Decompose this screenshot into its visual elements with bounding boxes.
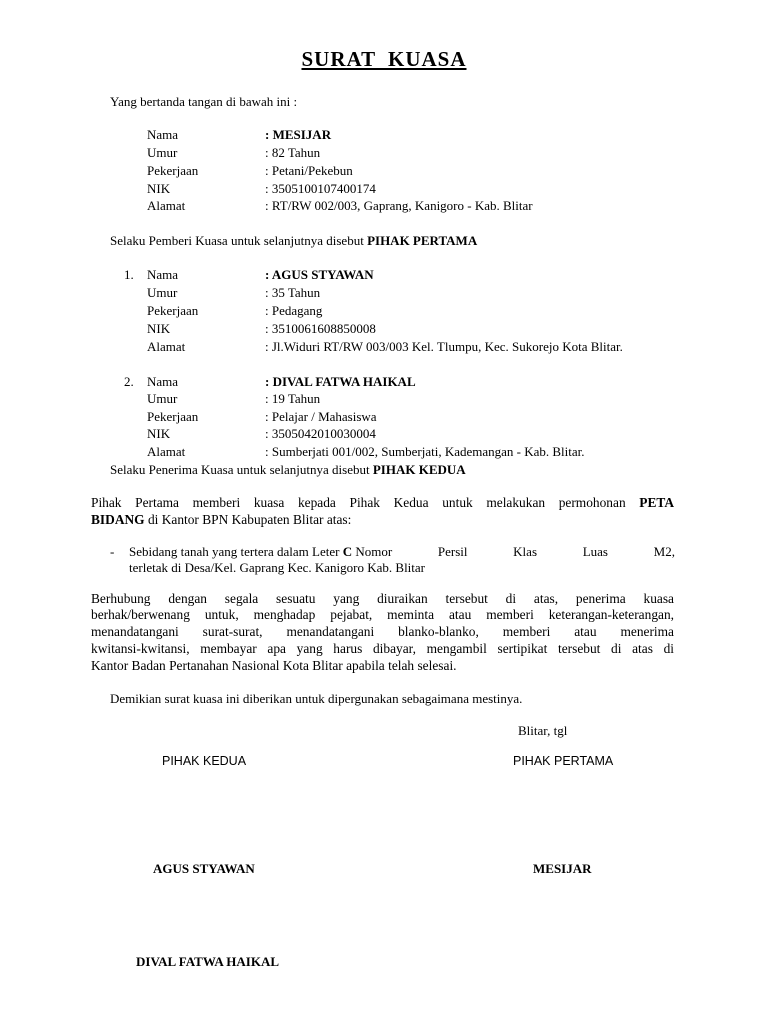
item-letter-c: C: [342, 544, 353, 559]
grantee-1-name-label: Nama: [147, 267, 179, 282]
grantee-2-nik-label: NIK: [147, 426, 171, 441]
grantee-1-address-label: Alamat: [147, 339, 186, 354]
authority-line-4: kwitansi-kwitansi, membayar apa yang harus dibayar, mengambil sertipikat tersebut di atas di: [91, 641, 674, 656]
grantor-age-label: Umur: [147, 145, 178, 160]
grantee-2-address-label: Alamat: [147, 444, 186, 459]
item-nomor: Nomor: [355, 544, 393, 559]
grantee-2-nik-value: : 3505042010030004: [265, 426, 376, 441]
signature-name-mesijar: MESIJAR: [533, 861, 592, 876]
item-leter-c: [129, 543, 392, 561]
purpose-bold-peta: PETA: [639, 495, 674, 510]
grantor-name-label: Nama: [147, 127, 179, 142]
purpose-line-1: [91, 494, 674, 512]
grantee-2-job-value: : Pelajar / Mahasiswa: [265, 409, 377, 424]
grantor-age-value: : 82 Tahun: [265, 145, 321, 160]
grantee-2-job-label: Pekerjaan: [147, 409, 199, 424]
grantee-2-age-label: Umur: [147, 391, 178, 406]
grantee-1-nik-value: : 3510061608850008: [265, 321, 376, 336]
grantee-1-address-value: : Jl.Widuri RT/RW 003/003 Kel. Tlumpu, Kec. Sukorejo Kota Blitar.: [265, 339, 623, 354]
purpose-line-2: [91, 511, 351, 529]
grantee-2-number: 2.: [124, 374, 134, 389]
item-persil: Persil: [437, 544, 468, 559]
grantee-1-name-value: : AGUS STYAWAN: [265, 267, 374, 282]
signature-heading-left: PIHAK KEDUA: [162, 754, 247, 768]
grantee-1-job-value: : Pedagang: [265, 303, 323, 318]
grantee-1-age-label: Umur: [147, 285, 178, 300]
authority-line-2: berhak/berwenang untuk, menghadap pejabat, meminta atau memberi keterangan-keterangan,: [91, 607, 674, 622]
closing-statement: Demikian surat kuasa ini diberikan untuk dipergunakan sebagaimana mestinya.: [110, 691, 523, 706]
authority-line-5: Kantor Badan Pertanahan Nasional Kota Blitar apabila telah selesai.: [91, 658, 457, 673]
grantee-closing-party: PIHAK KEDUA: [372, 462, 466, 477]
grantee-2-age-value: : 19 Tahun: [265, 391, 321, 406]
grantor-nik-label: NIK: [147, 181, 171, 196]
item-m2: M2,: [653, 544, 675, 559]
grantee-2-name-label: Nama: [147, 374, 179, 389]
item-line-1: [129, 543, 675, 561]
grantor-name-value: : MESIJAR: [265, 127, 332, 142]
item-klas: Klas: [513, 544, 538, 559]
grantee-1-nik-label: NIK: [147, 321, 171, 336]
grantor-address-value: : RT/RW 002/003, Gaprang, Kanigoro - Kab. Blitar: [265, 198, 533, 213]
grantor-job-value: : Petani/Pekebun: [265, 163, 353, 178]
document-title: SURAT KUASA: [301, 47, 467, 71]
grantor-closing-text: Selaku Pemberi Kuasa untuk selanjutnya disebut: [110, 233, 364, 248]
grantee-2-address-value: : Sumberjati 001/002, Sumberjati, Kademangan - Kab. Blitar.: [265, 444, 585, 459]
grantor-closing: [110, 232, 477, 250]
intro-text: Yang bertanda tangan di bawah ini :: [110, 94, 298, 109]
item-line-2: terletak di Desa/Kel. Gaprang Kec. Kanigoro Kab. Blitar: [129, 560, 426, 575]
authority-line-3: menandatangani surat-surat, menandatangani blanko-blanko, memberi atau menerima: [91, 624, 674, 639]
item-luas: Luas: [582, 544, 608, 559]
grantee-closing: [110, 461, 466, 479]
grantee-1-age-value: : 35 Tahun: [265, 285, 321, 300]
grantor-nik-value: : 3505100107400174: [265, 181, 376, 196]
grantor-job-label: Pekerjaan: [147, 163, 199, 178]
place-date: Blitar, tgl: [518, 723, 568, 738]
purpose-location: di Kantor BPN Kabupaten Blitar atas:: [147, 512, 352, 527]
grantee-1-job-label: Pekerjaan: [147, 303, 199, 318]
grantee-2-name-value: : DIVAL FATWA HAIKAL: [265, 374, 416, 389]
signature-name-dival: DIVAL FATWA HAIKAL: [136, 954, 280, 969]
grantor-closing-party: PIHAK PERTAMA: [367, 233, 478, 248]
item-text: Sebidang tanah yang tertera dalam Leter: [129, 544, 340, 559]
grantee-1-number: 1.: [124, 267, 134, 282]
purpose-text: Pihak Pertama memberi kuasa kepada Pihak Kedua untuk melakukan permohonan: [91, 495, 626, 510]
item-dash: -: [110, 544, 115, 559]
grantee-closing-text: Selaku Penerima Kuasa untuk selanjutnya disebut: [110, 462, 370, 477]
grantor-address-label: Alamat: [147, 198, 186, 213]
signature-heading-right: PIHAK PERTAMA: [513, 754, 614, 768]
purpose-bold-bidang: BIDANG: [91, 512, 145, 527]
signature-name-agus: AGUS STYAWAN: [153, 861, 255, 876]
authority-line-1: Berhubung dengan segala sesuatu yang diuraikan tersebut di atas, penerima kuasa: [91, 591, 674, 606]
